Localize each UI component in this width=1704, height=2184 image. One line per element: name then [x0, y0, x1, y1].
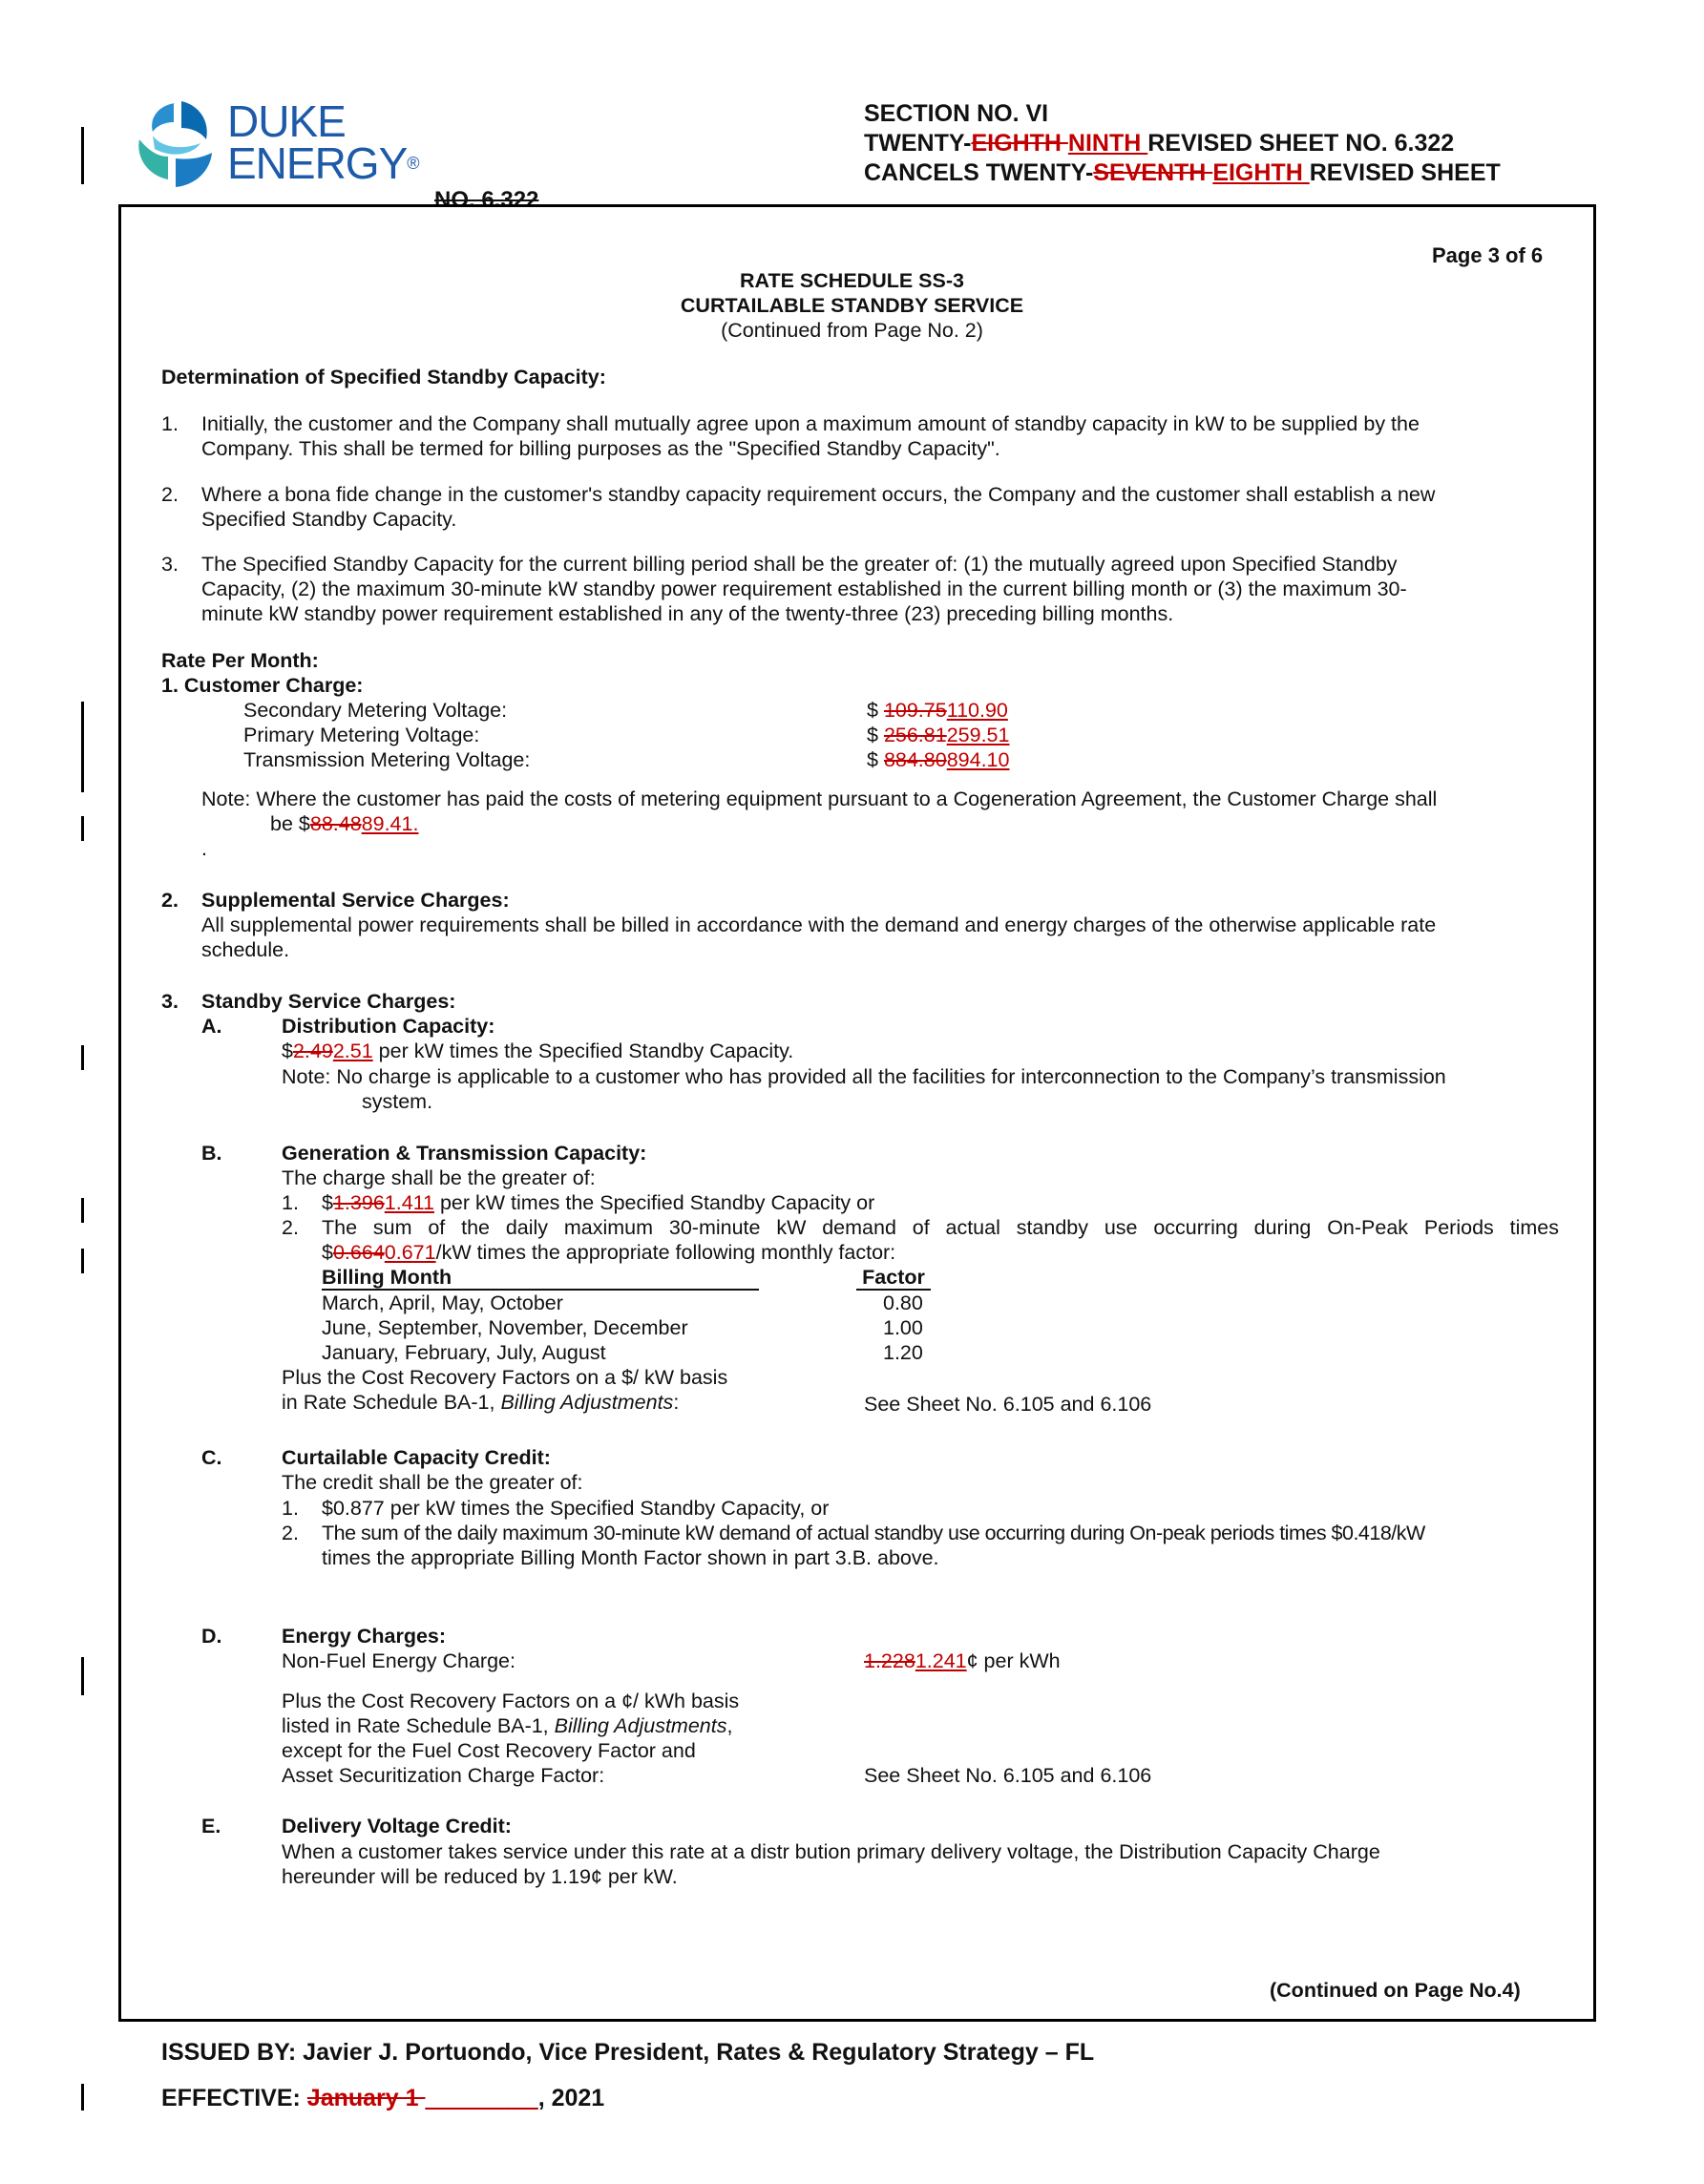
rate-text: /kW times the appropriate following monthly factor:: [435, 1241, 896, 1264]
item-line: The sum of the daily maximum 30-minute kW demand of actual standby use occurring during On-Peak Periods times: [322, 1216, 1559, 1239]
determination-item-3: [161, 552, 1574, 626]
billing-month: March, April, May, October: [322, 1292, 563, 1314]
cost-recovery-line: Plus the Cost Recovery Factors on a ¢/ kWh basis: [282, 1690, 740, 1712]
billing-month: January, February, July, August: [322, 1341, 606, 1364]
note-line: [270, 811, 1557, 836]
currency: $: [282, 1040, 293, 1062]
inserted-value: 0.671: [384, 1241, 436, 1264]
inserted-value: 1.411: [384, 1191, 434, 1214]
row-label: Primary Metering Voltage:: [243, 724, 480, 746]
change-bar: [81, 1045, 84, 1070]
item-line: Company. This shall be termed for billing purposes as the "Specified Standby Capacity".: [201, 437, 1000, 460]
supplemental-number: 2.: [161, 889, 179, 912]
logo-line2-wrap: [227, 138, 419, 188]
item-number: 1.: [161, 412, 179, 435]
item-number: 3.: [161, 553, 179, 576]
item-line: Where a bona fide change in the customer's standby capacity requirement occurs, the Company and the customer shall establish a new: [201, 483, 1436, 506]
change-bar: [81, 816, 84, 841]
subsection-e-heading: Delivery Voltage Credit:: [282, 1815, 512, 1838]
item-line: Specified Standby Capacity.: [201, 508, 457, 531]
subsection-b: [282, 1141, 1561, 1190]
subsection-d-heading: Energy Charges:: [282, 1625, 447, 1648]
billing-adjustments-title: Billing Adjustments: [554, 1714, 727, 1737]
row-label: Secondary Metering Voltage:: [243, 699, 508, 722]
billing-month: June, September, November, December: [322, 1316, 688, 1339]
currency: $: [867, 748, 884, 771]
subsection-c: [282, 1445, 1561, 1495]
item-line: The sum of the daily maximum 30-minute kW demand of actual standby use occurring during On-peak periods times $0.418/kW: [322, 1522, 1425, 1544]
logo-line2: ENERGY: [227, 138, 408, 188]
note-prefix: be $: [270, 812, 310, 835]
logo-reg: ®: [407, 154, 419, 173]
item-line: times the appropriate Billing Month Factor shown in part 3.B. above.: [322, 1546, 939, 1569]
row-value: [867, 698, 1008, 723]
billing-month-table: [322, 1266, 990, 1371]
stray-dot: .: [201, 837, 207, 860]
customer-charge-row: [243, 747, 1103, 772]
item-text: $0.877 per kW times the Specified Standby Capacity, or: [322, 1497, 830, 1520]
non-fuel-energy-label: Non-Fuel Energy Charge:: [282, 1649, 515, 1672]
item-line: The Specified Standby Capacity for the current billing period shall be the greater of: (1) the mutually agreed upon Specified Standby: [201, 553, 1398, 576]
item-text: [322, 1190, 874, 1215]
logo-swirl-icon: [132, 97, 222, 193]
supplemental-heading: Supplemental Service Charges:: [201, 889, 510, 912]
subsection-d-letter: D.: [201, 1625, 222, 1648]
inserted-value: 894.10: [946, 748, 1010, 771]
subsection-b-intro: The charge shall be the greater of:: [282, 1166, 596, 1189]
subsection-e-line: When a customer takes service under this rate at a distr bution primary delivery voltage, the Distribution Capacity Charge: [282, 1840, 1380, 1863]
schedule-title: RATE SCHEDULE SS-3: [740, 269, 964, 292]
cancels-inserted: EIGHTH: [1212, 159, 1310, 186]
cancels-suffix: REVISED SHEET: [1309, 159, 1501, 186]
subsection-e-letter: E.: [201, 1815, 221, 1838]
rate-per-month-heading: Rate Per Month:: [161, 649, 319, 672]
subsection-c-item-1: [282, 1496, 1561, 1521]
inserted-blank: ______: [425, 2085, 505, 2111]
issued-by: ISSUED BY: Javier J. Portuondo, Vice President, Rates & Regulatory Strategy – FL: [161, 2039, 1095, 2066]
subsection-c-intro: The credit shall be the greater of:: [282, 1471, 583, 1494]
subsection-e: [282, 1814, 1561, 1889]
supplemental-section: [201, 888, 1557, 962]
deleted-value: 884.80: [883, 748, 947, 771]
duke-energy-logo: [132, 95, 418, 196]
effective-label: EFFECTIVE:: [161, 2085, 307, 2111]
determination-heading: Determination of Specified Standby Capacity:: [161, 366, 606, 388]
continued-from: (Continued from Page No. 2): [721, 319, 983, 342]
inserted-value: 259.51: [946, 724, 1010, 746]
table-row: [322, 1315, 990, 1340]
currency: $: [322, 1191, 333, 1214]
rate-text: per kW times the Specified Standby Capacity or: [434, 1191, 875, 1214]
deleted-value: 1.228: [864, 1649, 915, 1672]
change-bar: [81, 1657, 84, 1695]
cancels-line: [864, 158, 1501, 188]
item-text: [201, 482, 1574, 532]
cost-recovery-line: [282, 1713, 1236, 1738]
item-number: 2.: [161, 483, 179, 506]
customer-charge-row: [243, 698, 1103, 723]
subsection-a: [282, 1014, 1561, 1114]
change-bar: [81, 702, 84, 792]
item-line: [322, 1240, 1559, 1265]
inserted-value: 1.241: [915, 1649, 967, 1672]
table-row: [322, 1291, 990, 1315]
currency: $: [322, 1241, 333, 1264]
standby-heading: Standby Service Charges:: [201, 990, 456, 1013]
subsection-a-rate: [282, 1039, 1561, 1063]
cost-recovery-text: in Rate Schedule BA-1,: [282, 1391, 501, 1414]
revised-deleted: EIGHTH: [971, 130, 1068, 157]
change-bar: [81, 1249, 84, 1273]
sheet-header: [864, 99, 1501, 188]
effective-date: [161, 2085, 604, 2112]
billing-adjustments-title: Billing Adjustments: [500, 1391, 674, 1414]
item-line: minute kW standby power requirement established in any of the twenty-three (23) preceding billing months.: [201, 602, 1174, 625]
subsection-c-item-2: [282, 1521, 1561, 1569]
currency: $: [867, 724, 884, 746]
logo-wordmark: [227, 96, 419, 188]
rate-text: per kW times the Specified Standby Capacity.: [372, 1040, 794, 1062]
deleted-value: 1.396: [332, 1191, 385, 1214]
subsection-c-letter: C.: [201, 1446, 222, 1469]
table-header-factor: [856, 1266, 931, 1291]
subsection-a-letter: A.: [201, 1015, 222, 1038]
unit-text: ¢ per kWh: [966, 1649, 1061, 1672]
item-number: 1.: [282, 1497, 299, 1520]
cost-recovery-line: except for the Fuel Cost Recovery Factor and: [282, 1739, 696, 1762]
logo-line1: DUKE: [227, 96, 346, 146]
note-line: Note: Where the customer has paid the costs of metering equipment pursuant to a Cogeneration Agreement, the Customer Charge shall: [201, 788, 1438, 810]
item-text: [322, 1521, 1563, 1570]
continued-on: (Continued on Page No.4): [1270, 1979, 1521, 2002]
customer-charge-row: [243, 723, 1103, 747]
item-number: 2.: [282, 1522, 299, 1544]
section-line: SECTION NO. VI: [864, 100, 1049, 127]
revised-prefix: TWENTY-: [864, 130, 972, 157]
non-fuel-energy-value: [864, 1648, 1061, 1673]
effective-year: , 2021: [537, 2085, 605, 2111]
subsection-c-heading: Curtailable Capacity Credit:: [282, 1446, 551, 1469]
determination-item-1: [161, 411, 1574, 461]
stray-sheet-number: NO. 6.322: [434, 187, 539, 213]
inserted-value: 89.41.: [361, 812, 419, 835]
change-bar: [81, 1198, 84, 1223]
item-line: Initially, the customer and the Company shall mutually agree upon a maximum amount of standby capacity in kW to be supplied by the: [201, 412, 1420, 435]
cost-recovery-text: listed in Rate Schedule BA-1,: [282, 1714, 555, 1737]
deleted-value: 256.81: [883, 724, 947, 746]
item-text: [201, 411, 1574, 461]
deleted-date: January 1: [306, 2085, 426, 2111]
item-text: [322, 1215, 1559, 1265]
item-line: Capacity, (2) the maximum 30-minute kW standby power requirement established in the current billing month or (3) the maximum 30-: [201, 578, 1407, 600]
inserted-value: 110.90: [946, 699, 1008, 722]
row-label: Transmission Metering Voltage:: [243, 748, 531, 771]
schedule-title-block: [535, 268, 1169, 343]
standby-number: 3.: [161, 990, 179, 1013]
cancels-prefix: CANCELS TWENTY-: [864, 159, 1094, 186]
cancels-deleted: SEVENTH: [1093, 159, 1213, 186]
table-header-month: [322, 1266, 759, 1291]
item-text: [201, 552, 1574, 626]
supplemental-line: schedule.: [201, 938, 290, 961]
revised-line: [864, 129, 1501, 158]
row-value: [867, 723, 1009, 747]
subsection-a-note-cont: system.: [362, 1090, 433, 1113]
deleted-value: 88.48: [309, 812, 362, 835]
supplemental-line: All supplemental power requirements shall be billed in accordance with the demand and energy charges of the otherwise applicable rate: [201, 914, 1437, 936]
deleted-value: 2.49: [292, 1040, 333, 1062]
item-number: 2.: [282, 1216, 299, 1239]
cost-recovery-line: Asset Securitization Charge Factor:: [282, 1764, 605, 1787]
customer-charge-heading: 1. Customer Charge:: [161, 674, 364, 697]
subsection-b-item-1: [282, 1190, 1561, 1215]
subsection-d-sheet-ref: See Sheet No. 6.105 and 6.106: [864, 1764, 1152, 1787]
change-bar: [81, 2084, 84, 2110]
factor: 1.20: [883, 1341, 923, 1364]
table-header-factor-label: Factor: [862, 1266, 925, 1289]
table-row: [322, 1340, 990, 1365]
customer-charge-note: [201, 787, 1557, 836]
item-number: 1.: [282, 1191, 299, 1214]
row-value: [867, 747, 1009, 772]
punct: :: [673, 1391, 680, 1414]
factor: 1.00: [883, 1316, 923, 1339]
subsection-b-letter: B.: [201, 1142, 222, 1165]
deleted-value: 0.664: [332, 1241, 385, 1264]
determination-item-2: [161, 482, 1574, 532]
table-header-month-label: Billing Month: [322, 1266, 452, 1289]
inserted-blank: __: [504, 2085, 538, 2111]
schedule-subtitle: CURTAILABLE STANDBY SERVICE: [680, 294, 1024, 317]
subsection-b-heading: Generation & Transmission Capacity:: [282, 1142, 647, 1165]
revised-inserted: NINTH: [1067, 130, 1148, 157]
subsection-a-heading: Distribution Capacity:: [282, 1015, 495, 1038]
cost-recovery-line: Plus the Cost Recovery Factors on a $/ kW basis: [282, 1366, 728, 1389]
page-label: Page 3 of 6: [1432, 243, 1544, 267]
change-bar: [81, 127, 84, 184]
subsection-b-item-2: [282, 1215, 1561, 1264]
revised-suffix: REVISED SHEET NO. 6.322: [1147, 130, 1455, 157]
subsection-a-note: Note: No charge is applicable to a customer who has provided all the facilities for interconnection to the Company’s transmission: [282, 1065, 1446, 1088]
punct: ,: [726, 1714, 733, 1737]
deleted-value: 109.75: [883, 699, 947, 722]
inserted-value: 2.51: [332, 1040, 373, 1062]
currency: $: [867, 699, 884, 722]
subsection-b-sheet-ref: See Sheet No. 6.105 and 6.106: [864, 1393, 1152, 1416]
factor: 0.80: [883, 1292, 923, 1314]
subsection-e-line: hereunder will be reduced by 1.19¢ per kW.: [282, 1865, 678, 1888]
